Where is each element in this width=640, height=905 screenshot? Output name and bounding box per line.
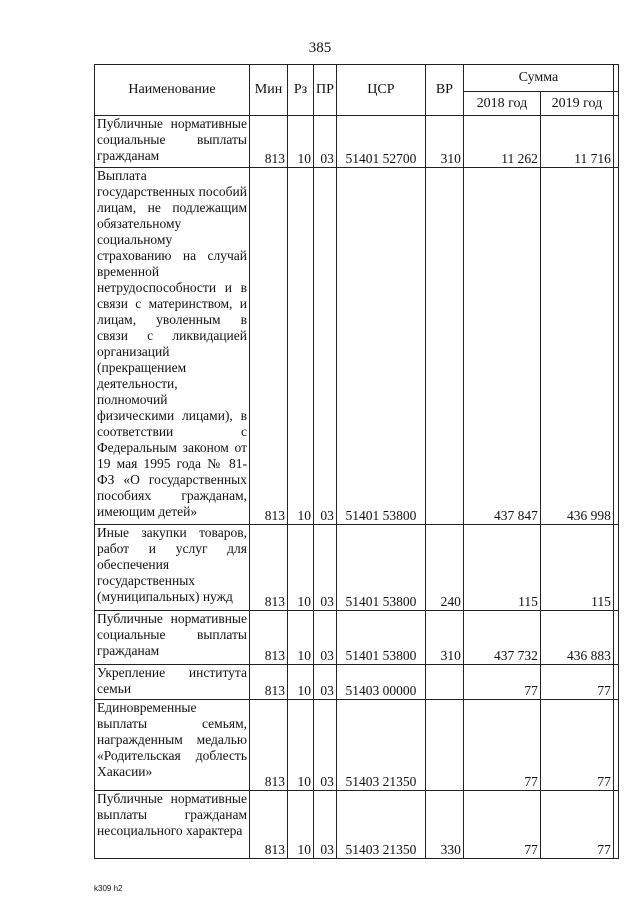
row-csr: 51401 53800 bbox=[336, 611, 425, 665]
row-2018: 437 847 bbox=[463, 168, 540, 525]
row-rz: 10 bbox=[288, 168, 314, 525]
row-2018: 115 bbox=[463, 525, 540, 611]
page-number: 385 bbox=[308, 40, 332, 56]
table-row bbox=[95, 116, 619, 168]
row-pr: 03 bbox=[314, 611, 337, 665]
row-2019: 436 998 bbox=[540, 168, 613, 525]
row-name: Публичные нормативные выплаты гражданам несоциального характера bbox=[95, 791, 250, 859]
table-row bbox=[95, 700, 619, 791]
row-name: Выплата государственных пособий лицам, не подлежащим обязательному социальному страхованию на случай временной нетрудоспособности и в связи с материнством, и лицам, уволенным в связи с ликвидацией организаций (прекращением деятельности, полномочий физическими лицами), в соответствии с Федеральным законом от 19 мая 1995 года № 81-ФЗ «О государственных пособиях гражданам, имеющим детей» bbox=[95, 168, 250, 525]
header-2019: 2019 год bbox=[540, 92, 613, 116]
header-rz: Рз bbox=[288, 65, 314, 116]
row-csr: 51403 00000 bbox=[336, 665, 425, 700]
row-pr: 03 bbox=[314, 168, 337, 525]
row-csr: 51401 53800 bbox=[336, 168, 425, 525]
row-rz: 10 bbox=[288, 700, 314, 791]
row-min: 813 bbox=[250, 168, 288, 525]
header-2018: 2018 год bbox=[463, 92, 540, 116]
row-pr: 03 bbox=[314, 665, 337, 700]
row-csr: 51401 52700 bbox=[336, 116, 425, 168]
row-2018: 437 732 bbox=[463, 611, 540, 665]
table-row bbox=[95, 665, 619, 700]
row-vr: 240 bbox=[425, 525, 463, 611]
row-name: Укрепление института семьи bbox=[95, 665, 250, 700]
row-2018: 77 bbox=[463, 791, 540, 859]
row-vr bbox=[425, 700, 463, 791]
row-min: 813 bbox=[250, 611, 288, 665]
row-name: Единовременные выплаты семьям, награжденным медалью «Родительская доблесть Хакасии» bbox=[95, 700, 250, 791]
row-min: 813 bbox=[250, 700, 288, 791]
footer-code: k309 h2 bbox=[94, 884, 123, 893]
row-min: 813 bbox=[250, 116, 288, 168]
row-pr: 03 bbox=[314, 116, 337, 168]
row-2018: 77 bbox=[463, 665, 540, 700]
row-2018: 11 262 bbox=[463, 116, 540, 168]
header-vr: ВР bbox=[425, 65, 463, 116]
header-csr: ЦСР bbox=[336, 65, 425, 116]
table-row bbox=[95, 525, 619, 611]
row-2019: 77 bbox=[540, 700, 613, 791]
row-name: Публичные нормативные социальные выплаты гражданам bbox=[95, 611, 250, 665]
row-pr: 03 bbox=[314, 791, 337, 859]
table-row bbox=[95, 168, 619, 525]
row-vr: 310 bbox=[425, 611, 463, 665]
row-2018: 77 bbox=[463, 700, 540, 791]
header-sum: Сумма bbox=[463, 65, 613, 92]
row-csr: 51403 21350 bbox=[336, 791, 425, 859]
row-min: 813 bbox=[250, 665, 288, 700]
row-min: 813 bbox=[250, 525, 288, 611]
row-vr: 310 bbox=[425, 116, 463, 168]
row-rz: 10 bbox=[288, 611, 314, 665]
row-rz: 10 bbox=[288, 525, 314, 611]
row-vr: 330 bbox=[425, 791, 463, 859]
row-2019: 77 bbox=[540, 791, 613, 859]
row-rz: 10 bbox=[288, 665, 314, 700]
row-2019: 436 883 bbox=[540, 611, 613, 665]
row-name: Публичные нормативные социальные выплаты гражданам bbox=[95, 116, 250, 168]
header-name: Наименование bbox=[95, 65, 250, 116]
row-pr: 03 bbox=[314, 700, 337, 791]
budget-table bbox=[94, 64, 619, 859]
row-vr bbox=[425, 665, 463, 700]
row-rz: 10 bbox=[288, 116, 314, 168]
row-csr: 51401 53800 bbox=[336, 525, 425, 611]
row-2019: 11 716 bbox=[540, 116, 613, 168]
header-pr: ПР bbox=[314, 65, 337, 116]
header-min: Мин bbox=[250, 65, 288, 116]
row-csr: 51403 21350 bbox=[336, 700, 425, 791]
table-row bbox=[95, 611, 619, 665]
row-rz: 10 bbox=[288, 791, 314, 859]
row-2019: 77 bbox=[540, 665, 613, 700]
row-name: Иные закупки товаров, работ и услуг для обеспечения государственных (муниципальных) нужд bbox=[95, 525, 250, 611]
row-vr bbox=[425, 168, 463, 525]
row-pr: 03 bbox=[314, 525, 337, 611]
row-2019: 115 bbox=[540, 525, 613, 611]
row-min: 813 bbox=[250, 791, 288, 859]
table-row bbox=[95, 791, 619, 859]
